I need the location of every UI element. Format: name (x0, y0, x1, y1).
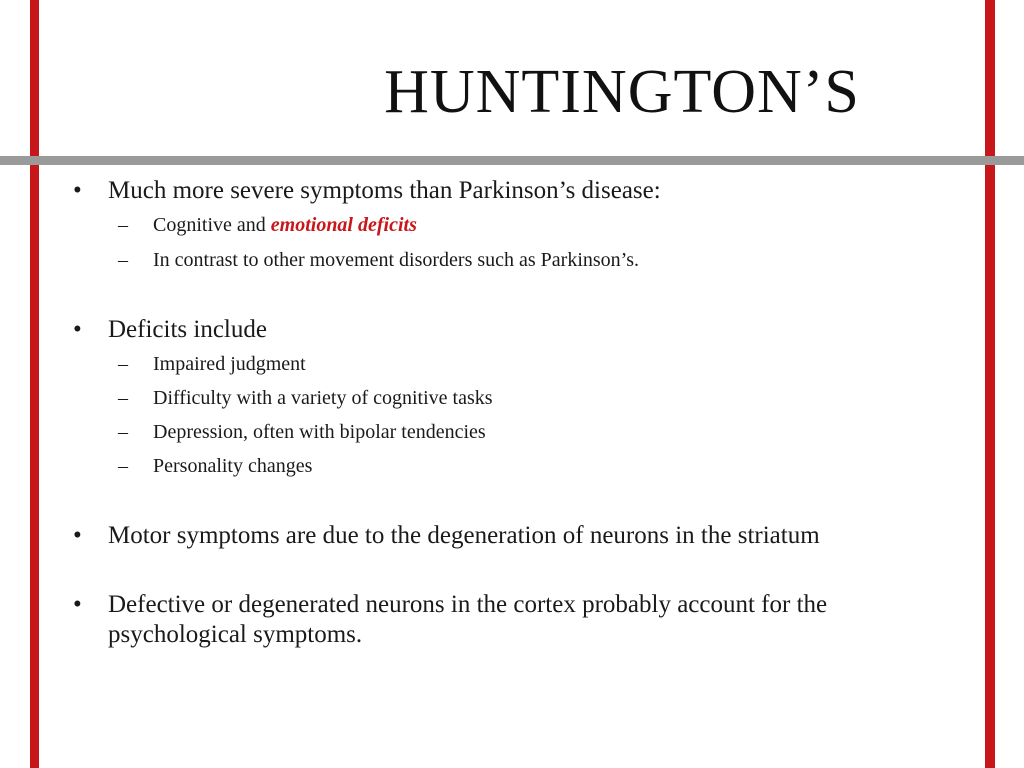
bullet-symbol: • (73, 177, 82, 204)
bullet-item (73, 315, 928, 345)
bullet-text: Much more severe symptoms than Parkinson’s disease: (108, 177, 661, 204)
emphasis-text: emotional deficits (270, 214, 417, 236)
bullet-symbol: • (73, 316, 82, 343)
sub-bullet-item (118, 248, 639, 272)
bullet-symbol: • (73, 522, 82, 549)
bullet-item (73, 176, 928, 206)
sub-bullet-symbol: – (118, 455, 128, 477)
sub-bullet-symbol: – (118, 249, 128, 271)
slide-title: HUNTINGTON’S (384, 58, 860, 126)
sub-bullet-symbol: – (118, 421, 128, 443)
sub-bullet-item (118, 386, 493, 410)
bullet-text: Motor symptoms are due to the degeneration of neurons in the striatum (108, 522, 820, 549)
sub-bullet-text: Personality changes (153, 455, 313, 477)
bullet-item (73, 521, 928, 551)
sub-bullet-item (118, 352, 306, 376)
sub-bullet-item (118, 454, 312, 478)
sub-bullet-item (118, 420, 486, 444)
bullet-item (73, 590, 928, 650)
sub-bullet-symbol: – (118, 353, 128, 375)
bullet-text: Defective or degenerated neurons in the cortex probably account for the psychological symptoms. (108, 591, 828, 648)
sub-bullet-item (118, 213, 417, 237)
sub-bullet-text: Depression, often with bipolar tendencies (153, 421, 486, 443)
sub-bullet-text: In contrast to other movement disorders such as Parkinson’s. (153, 249, 640, 271)
sub-bullet-prefix: Cognitive and (153, 214, 271, 236)
bullet-text: Deficits include (108, 316, 267, 343)
sub-bullet-symbol: – (118, 387, 128, 409)
sub-bullet-text (153, 213, 417, 237)
sub-bullet-text: Impaired judgment (153, 353, 306, 375)
sub-bullet-symbol: – (118, 214, 128, 236)
bullet-symbol: • (73, 591, 82, 618)
sub-bullet-text: Difficulty with a variety of cognitive tasks (153, 387, 493, 409)
